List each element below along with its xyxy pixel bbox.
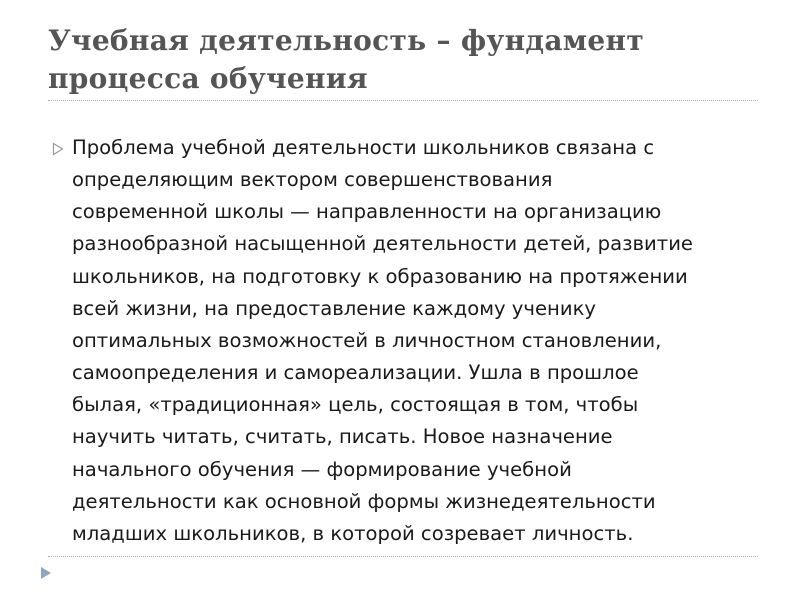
slide-title-line: процесса обучения xyxy=(48,62,368,95)
paragraph-line: самоопределения и самореализации. Ушла в прошлое xyxy=(72,361,639,385)
title-divider xyxy=(48,100,758,101)
footer-divider xyxy=(48,556,758,557)
paragraph-line: младших школьников, в которой созревает личность. xyxy=(72,521,634,545)
hollow-triangle-bullet-icon xyxy=(52,142,64,156)
slide-title-line: Учебная деятельность – фундамент xyxy=(48,24,644,57)
paragraph-line: научить читать, считать, писать. Новое назначение xyxy=(72,425,613,449)
bullet-paragraph xyxy=(72,132,772,550)
paragraph-line: былая, «традиционная» цель, состоящая в том, чтобы xyxy=(72,393,639,417)
paragraph-line: разнообразной насыщенной деятельности детей, развитие xyxy=(72,232,693,256)
slide-title xyxy=(48,22,768,98)
paragraph-line: современной школы — направленности на организацию xyxy=(72,200,662,224)
paragraph-line: школьников, на подготовку к образованию на протяжении xyxy=(72,264,688,288)
paragraph-line: определяющим вектором совершенствования xyxy=(72,168,553,192)
paragraph-line: деятельности как основной формы жизнедеятельности xyxy=(72,489,656,513)
paragraph-line: всей жизни, на предоставление каждому ученику xyxy=(72,296,597,320)
paragraph-line: Проблема учебной деятельности школьников связана с xyxy=(72,136,655,159)
triangle-arrow-icon xyxy=(40,566,52,580)
paragraph-line: начального обучения — формирование учебной xyxy=(72,457,572,481)
paragraph-line: оптимальных возможностей в личностном становлении, xyxy=(72,328,662,352)
